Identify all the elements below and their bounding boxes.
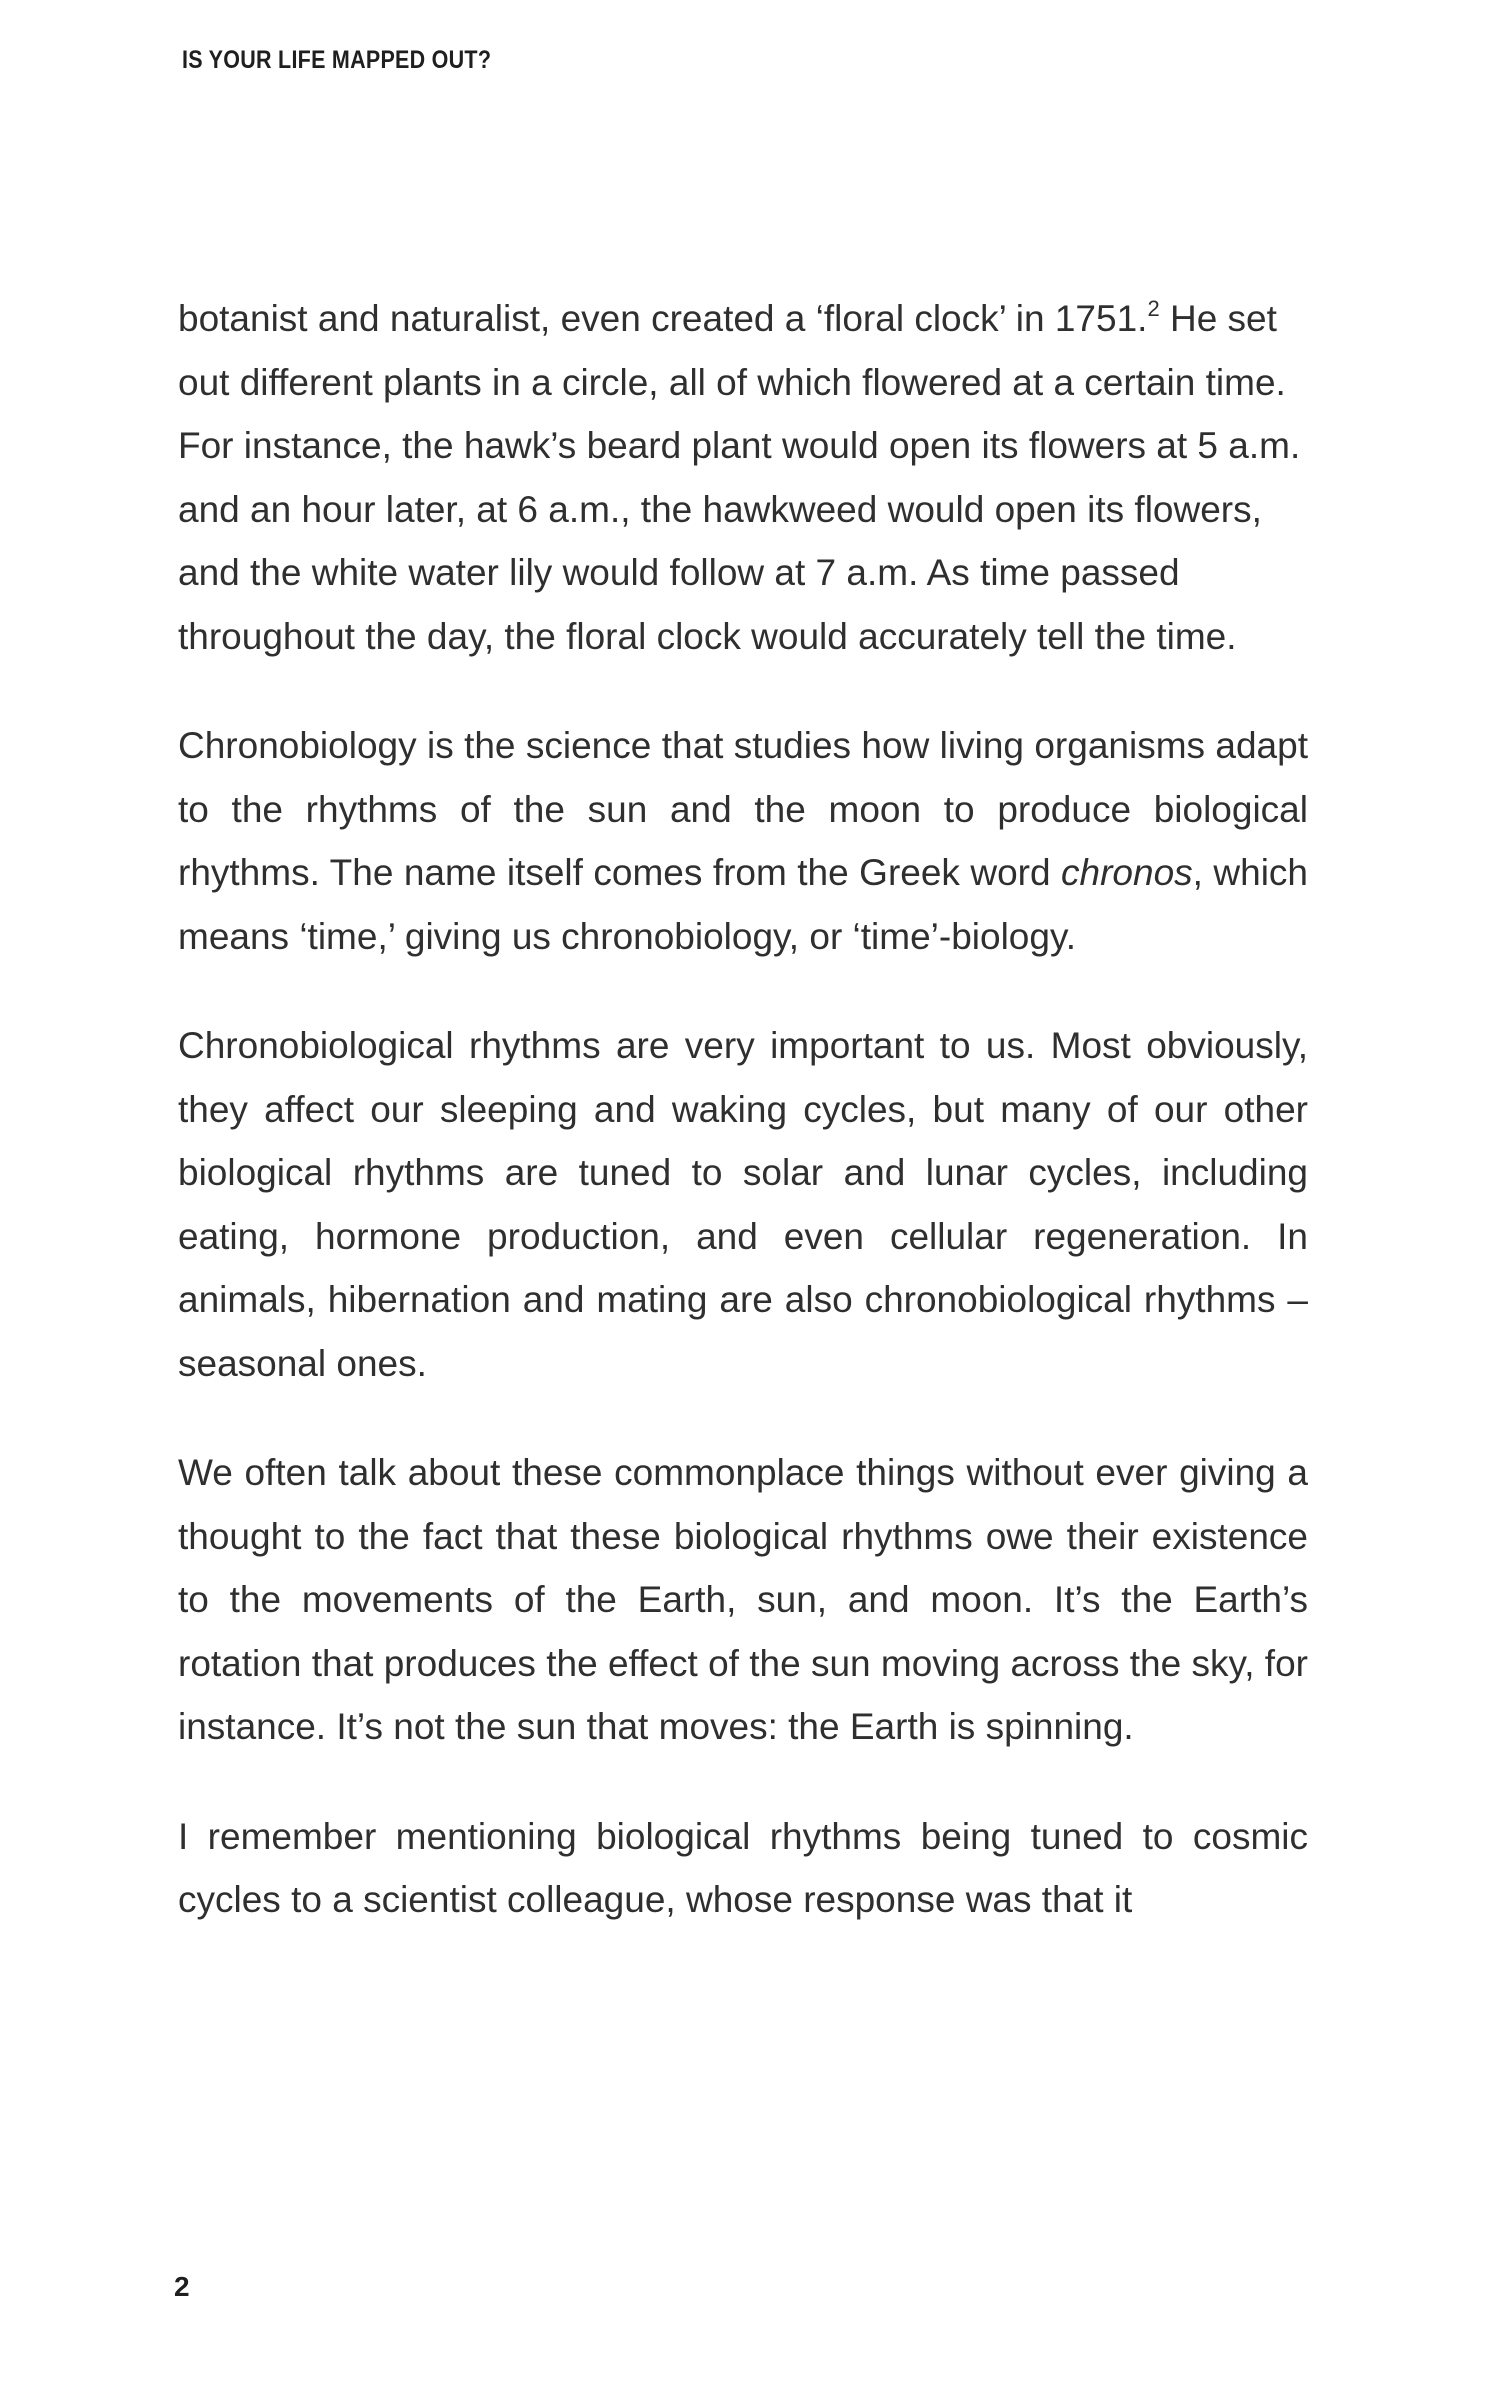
paragraph-text: botanist and naturalist, even created a ‘floral clock’ in 1751.: [178, 298, 1148, 339]
body-text: [178, 287, 1308, 1932]
paragraph-text: , which means ‘time,’ giving us chronobiology, or ‘time’-biology.: [178, 852, 1309, 957]
paragraph-text: He set out different plants in a circle, all of which flowered at a certain time. For instance, the hawk’s beard plant would open its flowers at 5 a.m. and an hour later, at 6 a.m., the hawkweed would open its flowers, and the white water lily would follow at 7 a.m. As time passed throughout the day, the floral clock would accurately tell the time.: [178, 298, 1301, 657]
running-head: IS YOUR LIFE MAPPED OUT?: [182, 46, 492, 74]
paragraph-text: Chronobiology is the science that studies how living organisms adapt to the rhythms of the sun and the moon to produce biological rhythms. The name itself comes from the Greek word: [178, 725, 1308, 893]
paragraph-scientist-colleague: I remember mentioning biological rhythms being tuned to cosmic cycles to a scientist colleague, whose response was that it: [178, 1815, 1308, 1920]
paragraph-chronobiological-rhythms: Chronobiological rhythms are very important to us. Most obviously, they affect our sleeping and waking cycles, but many of our other biological rhythms are tuned to solar and lunar cycles, including eating, hormone production, and even cellular regeneration. In animals, hibernation and mating are also chronobiological rhythms – seasonal ones.: [178, 1025, 1308, 1384]
paragraph-earth-movements: We often talk about these commonplace things without ever giving a thought to the fact that these biological rhythms owe their existence to the movements of the Earth, sun, and moon. It’s the Earth’s rotation that produces the effect of the sun moving across the sky, for instance. It’s not the sun that moves: the Earth is spinning.: [178, 1452, 1308, 1747]
footnote-reference[interactable]: 2: [1147, 296, 1160, 321]
paragraph-chronobiology-definition: [178, 714, 1308, 968]
page-number: 2: [174, 2271, 190, 2302]
greek-term: chronos: [1061, 852, 1193, 893]
paragraph-floral-clock: [178, 287, 1308, 668]
